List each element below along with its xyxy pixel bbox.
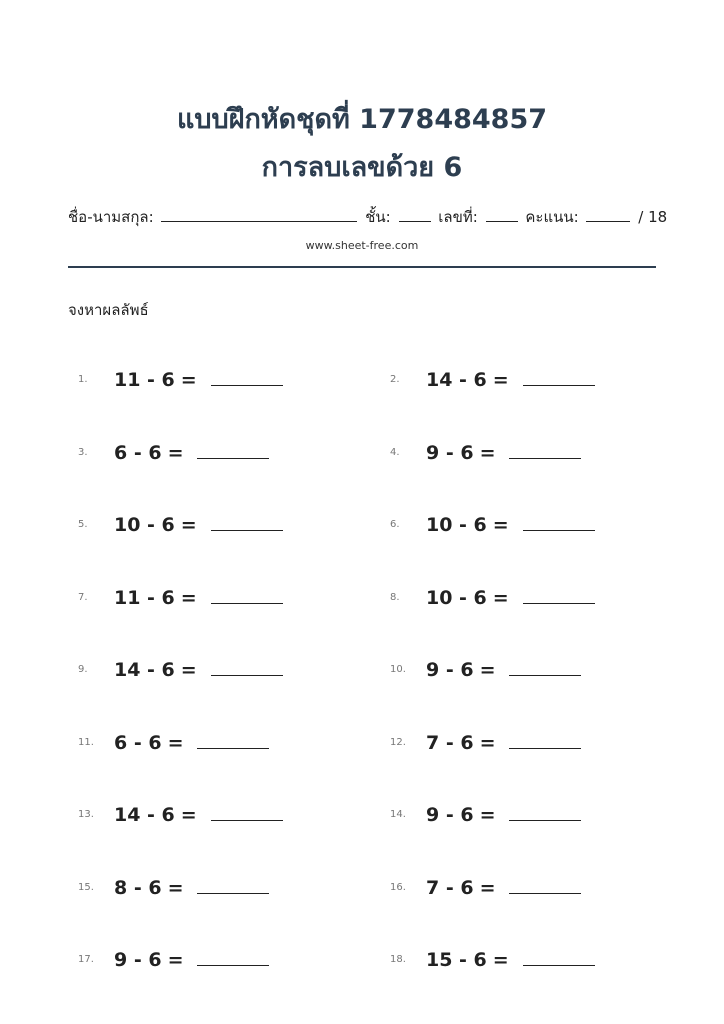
equals-sign: = [479, 732, 496, 754]
problem-item [390, 801, 690, 831]
equals-sign: = [479, 804, 496, 826]
expression-text: 9 - 6 [426, 442, 474, 464]
problem-expression [426, 584, 595, 612]
problem-item [390, 511, 690, 541]
equals-sign: = [492, 587, 509, 609]
problem-expression [426, 729, 581, 757]
equals-sign: = [180, 514, 197, 536]
problem-expression [114, 729, 269, 757]
answer-blank[interactable] [211, 657, 283, 676]
answer-blank[interactable] [211, 802, 283, 821]
answer-blank[interactable] [509, 440, 581, 459]
problem-number: 10. [390, 664, 406, 675]
problem-number: 1. [78, 374, 88, 385]
problem-item [78, 729, 378, 759]
answer-blank[interactable] [197, 947, 269, 966]
problem-expression [426, 656, 581, 684]
answer-blank[interactable] [211, 367, 283, 386]
equals-sign: = [167, 949, 184, 971]
equals-sign: = [492, 949, 509, 971]
equals-sign: = [479, 442, 496, 464]
score-total: / 18 [638, 208, 668, 226]
expression-text: 14 - 6 [426, 369, 487, 391]
problem-number: 16. [390, 882, 406, 893]
problem-expression [114, 366, 283, 394]
class-blank[interactable] [399, 207, 431, 222]
expression-text: 14 - 6 [114, 659, 175, 681]
expression-text: 15 - 6 [426, 949, 487, 971]
problem-number: 3. [78, 447, 88, 458]
problem-expression [114, 874, 269, 902]
problem-number: 11. [78, 737, 94, 748]
number-blank[interactable] [486, 207, 518, 222]
problem-number: 5. [78, 519, 88, 530]
number-label: เลขที่: [438, 208, 478, 226]
problem-expression [114, 439, 269, 467]
problem-number: 9. [78, 664, 88, 675]
problem-item [390, 584, 690, 614]
problem-expression [114, 511, 283, 539]
expression-text: 9 - 6 [114, 949, 162, 971]
problem-number: 18. [390, 954, 406, 965]
score-label: คะแนน: [525, 208, 579, 226]
equals-sign: = [167, 877, 184, 899]
expression-text: 7 - 6 [426, 732, 474, 754]
answer-blank[interactable] [523, 367, 595, 386]
instruction-text: จงหาผลลัพธ์ [68, 301, 149, 319]
answer-blank[interactable] [509, 730, 581, 749]
answer-blank[interactable] [197, 730, 269, 749]
expression-text: 7 - 6 [426, 877, 474, 899]
worksheet-title: แบบฝึกหัดชุดที่ 1778484857 [176, 104, 548, 135]
name-blank[interactable] [161, 207, 357, 222]
answer-blank[interactable] [523, 512, 595, 531]
problem-item [390, 656, 690, 686]
equals-sign: = [180, 804, 197, 826]
problem-number: 8. [390, 592, 400, 603]
expression-text: 11 - 6 [114, 587, 175, 609]
equals-sign: = [180, 369, 197, 391]
problem-item [390, 366, 690, 396]
name-label: ชื่อ-นามสกุล: [68, 208, 154, 226]
answer-blank[interactable] [523, 585, 595, 604]
equals-sign: = [180, 659, 197, 681]
problem-expression [114, 801, 283, 829]
problem-expression [114, 584, 283, 612]
equals-sign: = [492, 369, 509, 391]
problem-item [78, 584, 378, 614]
problem-expression [114, 656, 283, 684]
expression-text: 6 - 6 [114, 732, 162, 754]
problem-number: 15. [78, 882, 94, 893]
student-info-line [68, 206, 668, 228]
problem-item [78, 366, 378, 396]
problem-expression [426, 439, 581, 467]
problem-expression [426, 874, 581, 902]
equals-sign: = [167, 732, 184, 754]
problem-expression [426, 366, 595, 394]
header-divider [68, 266, 656, 268]
equals-sign: = [167, 442, 184, 464]
answer-blank[interactable] [211, 512, 283, 531]
answer-blank[interactable] [509, 657, 581, 676]
problem-expression [426, 511, 595, 539]
expression-text: 10 - 6 [114, 514, 175, 536]
problem-item [390, 874, 690, 904]
problem-expression [114, 946, 269, 974]
problem-number: 13. [78, 809, 94, 820]
problem-item [390, 729, 690, 759]
problem-number: 4. [390, 447, 400, 458]
answer-blank[interactable] [509, 875, 581, 894]
answer-blank[interactable] [509, 802, 581, 821]
expression-text: 6 - 6 [114, 442, 162, 464]
problem-item [390, 946, 690, 976]
problem-item [78, 874, 378, 904]
problem-item [390, 439, 690, 469]
website-url: www.sheet-free.com [305, 239, 419, 252]
score-blank[interactable] [586, 207, 630, 222]
equals-sign: = [479, 659, 496, 681]
problem-number: 17. [78, 954, 94, 965]
answer-blank[interactable] [211, 585, 283, 604]
equals-sign: = [180, 587, 197, 609]
class-label: ชั้น: [365, 208, 391, 226]
answer-blank[interactable] [197, 440, 269, 459]
problem-expression [426, 801, 581, 829]
expression-text: 14 - 6 [114, 804, 175, 826]
problem-item [78, 946, 378, 976]
equals-sign: = [492, 514, 509, 536]
expression-text: 9 - 6 [426, 659, 474, 681]
problem-item [78, 439, 378, 469]
problem-number: 7. [78, 592, 88, 603]
answer-blank[interactable] [197, 875, 269, 894]
problem-number: 14. [390, 809, 406, 820]
answer-blank[interactable] [523, 947, 595, 966]
problem-item [78, 656, 378, 686]
expression-text: 11 - 6 [114, 369, 175, 391]
problem-item [78, 801, 378, 831]
equals-sign: = [479, 877, 496, 899]
expression-text: 9 - 6 [426, 804, 474, 826]
expression-text: 10 - 6 [426, 514, 487, 536]
worksheet-subtitle: การลบเลขด้วย 6 [261, 152, 463, 183]
problem-item [78, 511, 378, 541]
problem-number: 2. [390, 374, 400, 385]
expression-text: 8 - 6 [114, 877, 162, 899]
problem-number: 6. [390, 519, 400, 530]
problem-expression [426, 946, 595, 974]
problem-number: 12. [390, 737, 406, 748]
expression-text: 10 - 6 [426, 587, 487, 609]
